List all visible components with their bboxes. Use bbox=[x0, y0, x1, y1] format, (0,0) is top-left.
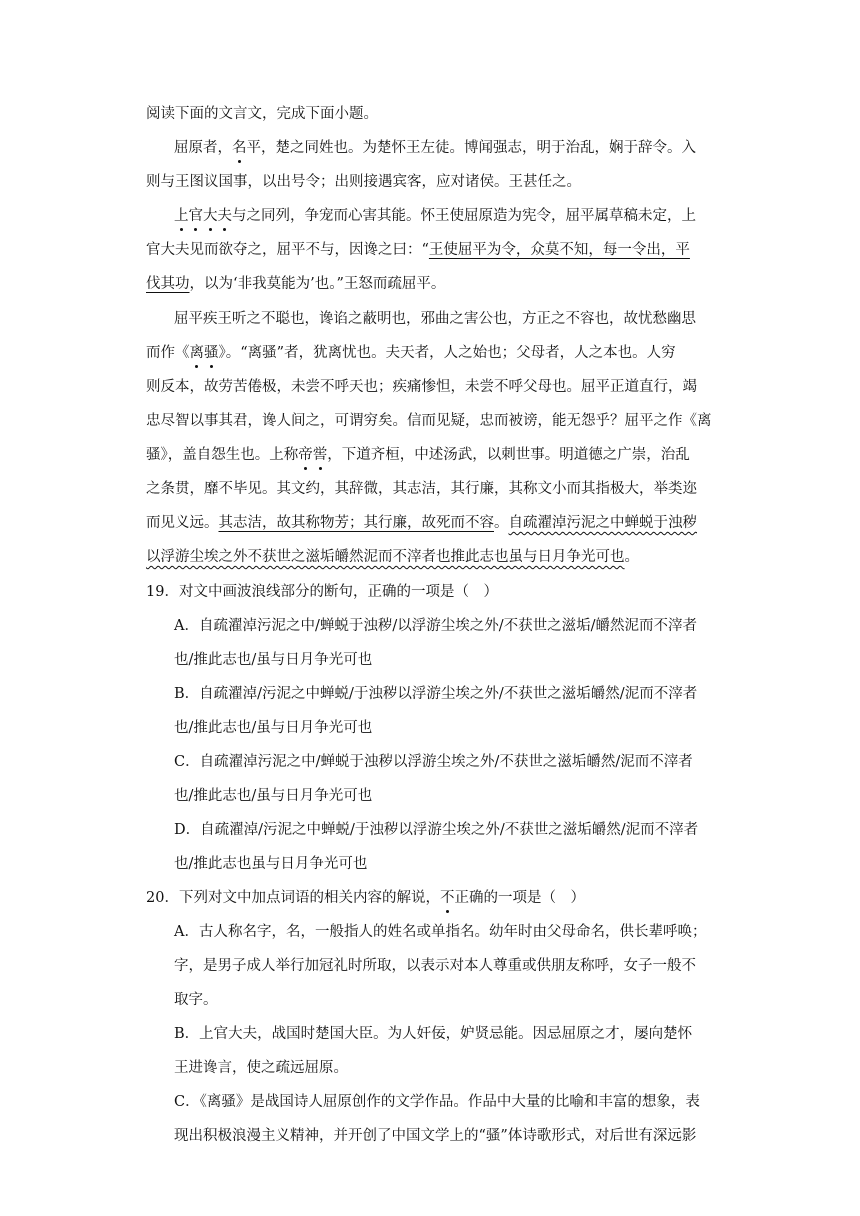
q20-option-b-line2: 王进谗言，使之疏远屈原。 bbox=[174, 1060, 348, 1076]
intro-line: 阅读下面的文言文，完成下面小题。 bbox=[146, 106, 378, 122]
q20-option-c-line2: 现出积极浪漫主义精神，并开创了中国文学上的“骚”体诗歌形式，对后世有深远影 bbox=[174, 1128, 697, 1144]
passage-p3-line6: 之条贯，靡不毕见。其文约，其辞微，其志洁，其行廉，其称文小而其指极大，举类迩 bbox=[146, 481, 697, 497]
passage-p1-line2: 则与王图议国事，以出号令；出则接遇宾客，应对诸侯。王甚任之。 bbox=[146, 174, 581, 190]
dotted-word-diku: 帝喾 bbox=[298, 447, 328, 463]
q20-option-b-line1: B．上官大夫，战国时楚国大臣。为人奸佞，妒贤忌能。因忌屈原之才，屡向楚怀 bbox=[174, 1026, 693, 1042]
q19-option-b-line2: 也/推此志也/虽与日月争光可也 bbox=[174, 720, 373, 736]
passage-p3-line3: 则反本，故劳苦倦极，未尝不呼天也；疾痛惨怛，未尝不呼父母也。屈平正道直行，竭 bbox=[146, 379, 697, 395]
passage-p3-line4: 忠尽智以事其君，谗人间之，可谓穷矣。信而见疑，忠而被谤，能无怨乎？屈平之作《离 bbox=[146, 413, 712, 429]
q19-option-c-line2: 也/推此志也/虽与日月争光可也 bbox=[174, 788, 373, 804]
passage-p3-line2: 而作《离骚》。“离骚”者，犹离忧也。夫天者，人之始也；父母者，人之本也。人穷 bbox=[146, 345, 676, 361]
dotted-word-bu: 不 bbox=[439, 890, 455, 906]
q20-option-a-line1: A．古人称名字，名，一般指人的姓名或单指名。幼年时由父母命名，供长辈呼唤； bbox=[174, 924, 707, 940]
q19-option-a-line2: 也/推此志也/虽与日月争光可也 bbox=[174, 652, 373, 668]
passage-p3-line8: 以浮游尘埃之外不获世之滋垢皭然泥而不滓者也推此志也虽与日月争光可也。 bbox=[146, 549, 639, 565]
q19-option-b-line1: B．自疏濯淖/污泥之中蝉蜕/于浊秽以浮游尘埃之外/不获世之滋垢皭然/泥而不滓者 bbox=[174, 686, 698, 702]
wavy-underlined-part1: 自疏濯淖污泥之中蝉蜕于浊秽 bbox=[508, 515, 697, 531]
passage-p2-line2: 官大夫见而欲夺之，屈平不与，因谗之曰：“王使屈平为令，众莫不知，每一令出，平 bbox=[146, 242, 690, 258]
q19-option-d-line2: 也/推此志也虽与日月争光可也 bbox=[174, 856, 368, 872]
q19-option-c-line1: C．自疏濯淖污泥之中/蝉蜕于浊秽以浮游尘埃之外/不获世之滋垢皭然/泥而不滓者 bbox=[174, 754, 693, 770]
underlined-sentence-part2: 伐其功 bbox=[146, 276, 190, 292]
q20-option-a-line2: 字，是男子成人举行加冠礼时所取，以表示对本人尊重或供朋友称呼，女子一般不 bbox=[174, 958, 696, 974]
underlined-sentence-zhijie: 其志洁，故其称物芳；其行廉，故死而不容 bbox=[218, 515, 494, 531]
passage-p3-line5: 骚》，盖自怨生也。上称帝喾，下道齐桓，中述汤武，以刺世事。明道德之广崇，治乱 bbox=[146, 447, 690, 463]
dotted-word-lisao: 《离骚》 bbox=[175, 345, 226, 361]
dotted-word-ming: 名 bbox=[232, 140, 247, 156]
underlined-sentence-part1: 王使屈平为令，众莫不知，每一令出，平 bbox=[428, 242, 690, 258]
passage-p2-line1: 上官大夫与之同列，争宠而心害其能。怀王使屈原造为宪令，屈平属草稿未定，上 bbox=[174, 208, 696, 224]
passage-p3-line7: 而见义远。其志洁，故其称物芳；其行廉，故死而不容。自疏濯淖污泥之中蝉蜕于浊秽 bbox=[146, 515, 697, 531]
q20-option-c-line1: C．《离骚》是战国诗人屈原创作的文学作品。作品中大量的比喻和丰富的想象，表 bbox=[174, 1094, 700, 1110]
question-20-stem: 20．下列对文中加点词语的相关内容的解说，不正确的一项是（ ） bbox=[146, 890, 585, 906]
passage-p1-line1: 屈原者，名平，楚之同姓也。为楚怀王左徒。博闻强志，明于治乱，娴于辞令。入 bbox=[174, 140, 696, 156]
q19-option-d-line1: D．自疏濯淖/污泥之中蝉蜕/于浊秽以浮游尘埃之外/不获世之滋垢皭然/泥而不滓者 bbox=[174, 822, 699, 838]
wavy-underlined-part2: 以浮游尘埃之外不获世之滋垢皭然泥而不滓者也推此志也虽与日月争光可也 bbox=[146, 549, 625, 565]
passage-p3-line1: 屈平疾王听之不聪也，谗谄之蔽明也，邪曲之害公也，方正之不容也，故忧愁幽思 bbox=[174, 311, 696, 327]
question-19-stem: 19．对文中画波浪线部分的断句，正确的一项是（ ） bbox=[146, 584, 498, 600]
q19-option-a-line1: A．自疏濯淖污泥之中/蝉蜕于浊秽/以浮游尘埃之外/不获世之滋垢/皭然泥而不滓者 bbox=[174, 618, 698, 634]
q20-option-a-line3: 取字。 bbox=[174, 992, 218, 1008]
dotted-word-shangguan-dafu: 上官大夫 bbox=[174, 208, 232, 224]
passage-p2-line3: 伐其功，以为‘非我莫能为’也。”王怒而疏屈平。 bbox=[146, 276, 446, 292]
